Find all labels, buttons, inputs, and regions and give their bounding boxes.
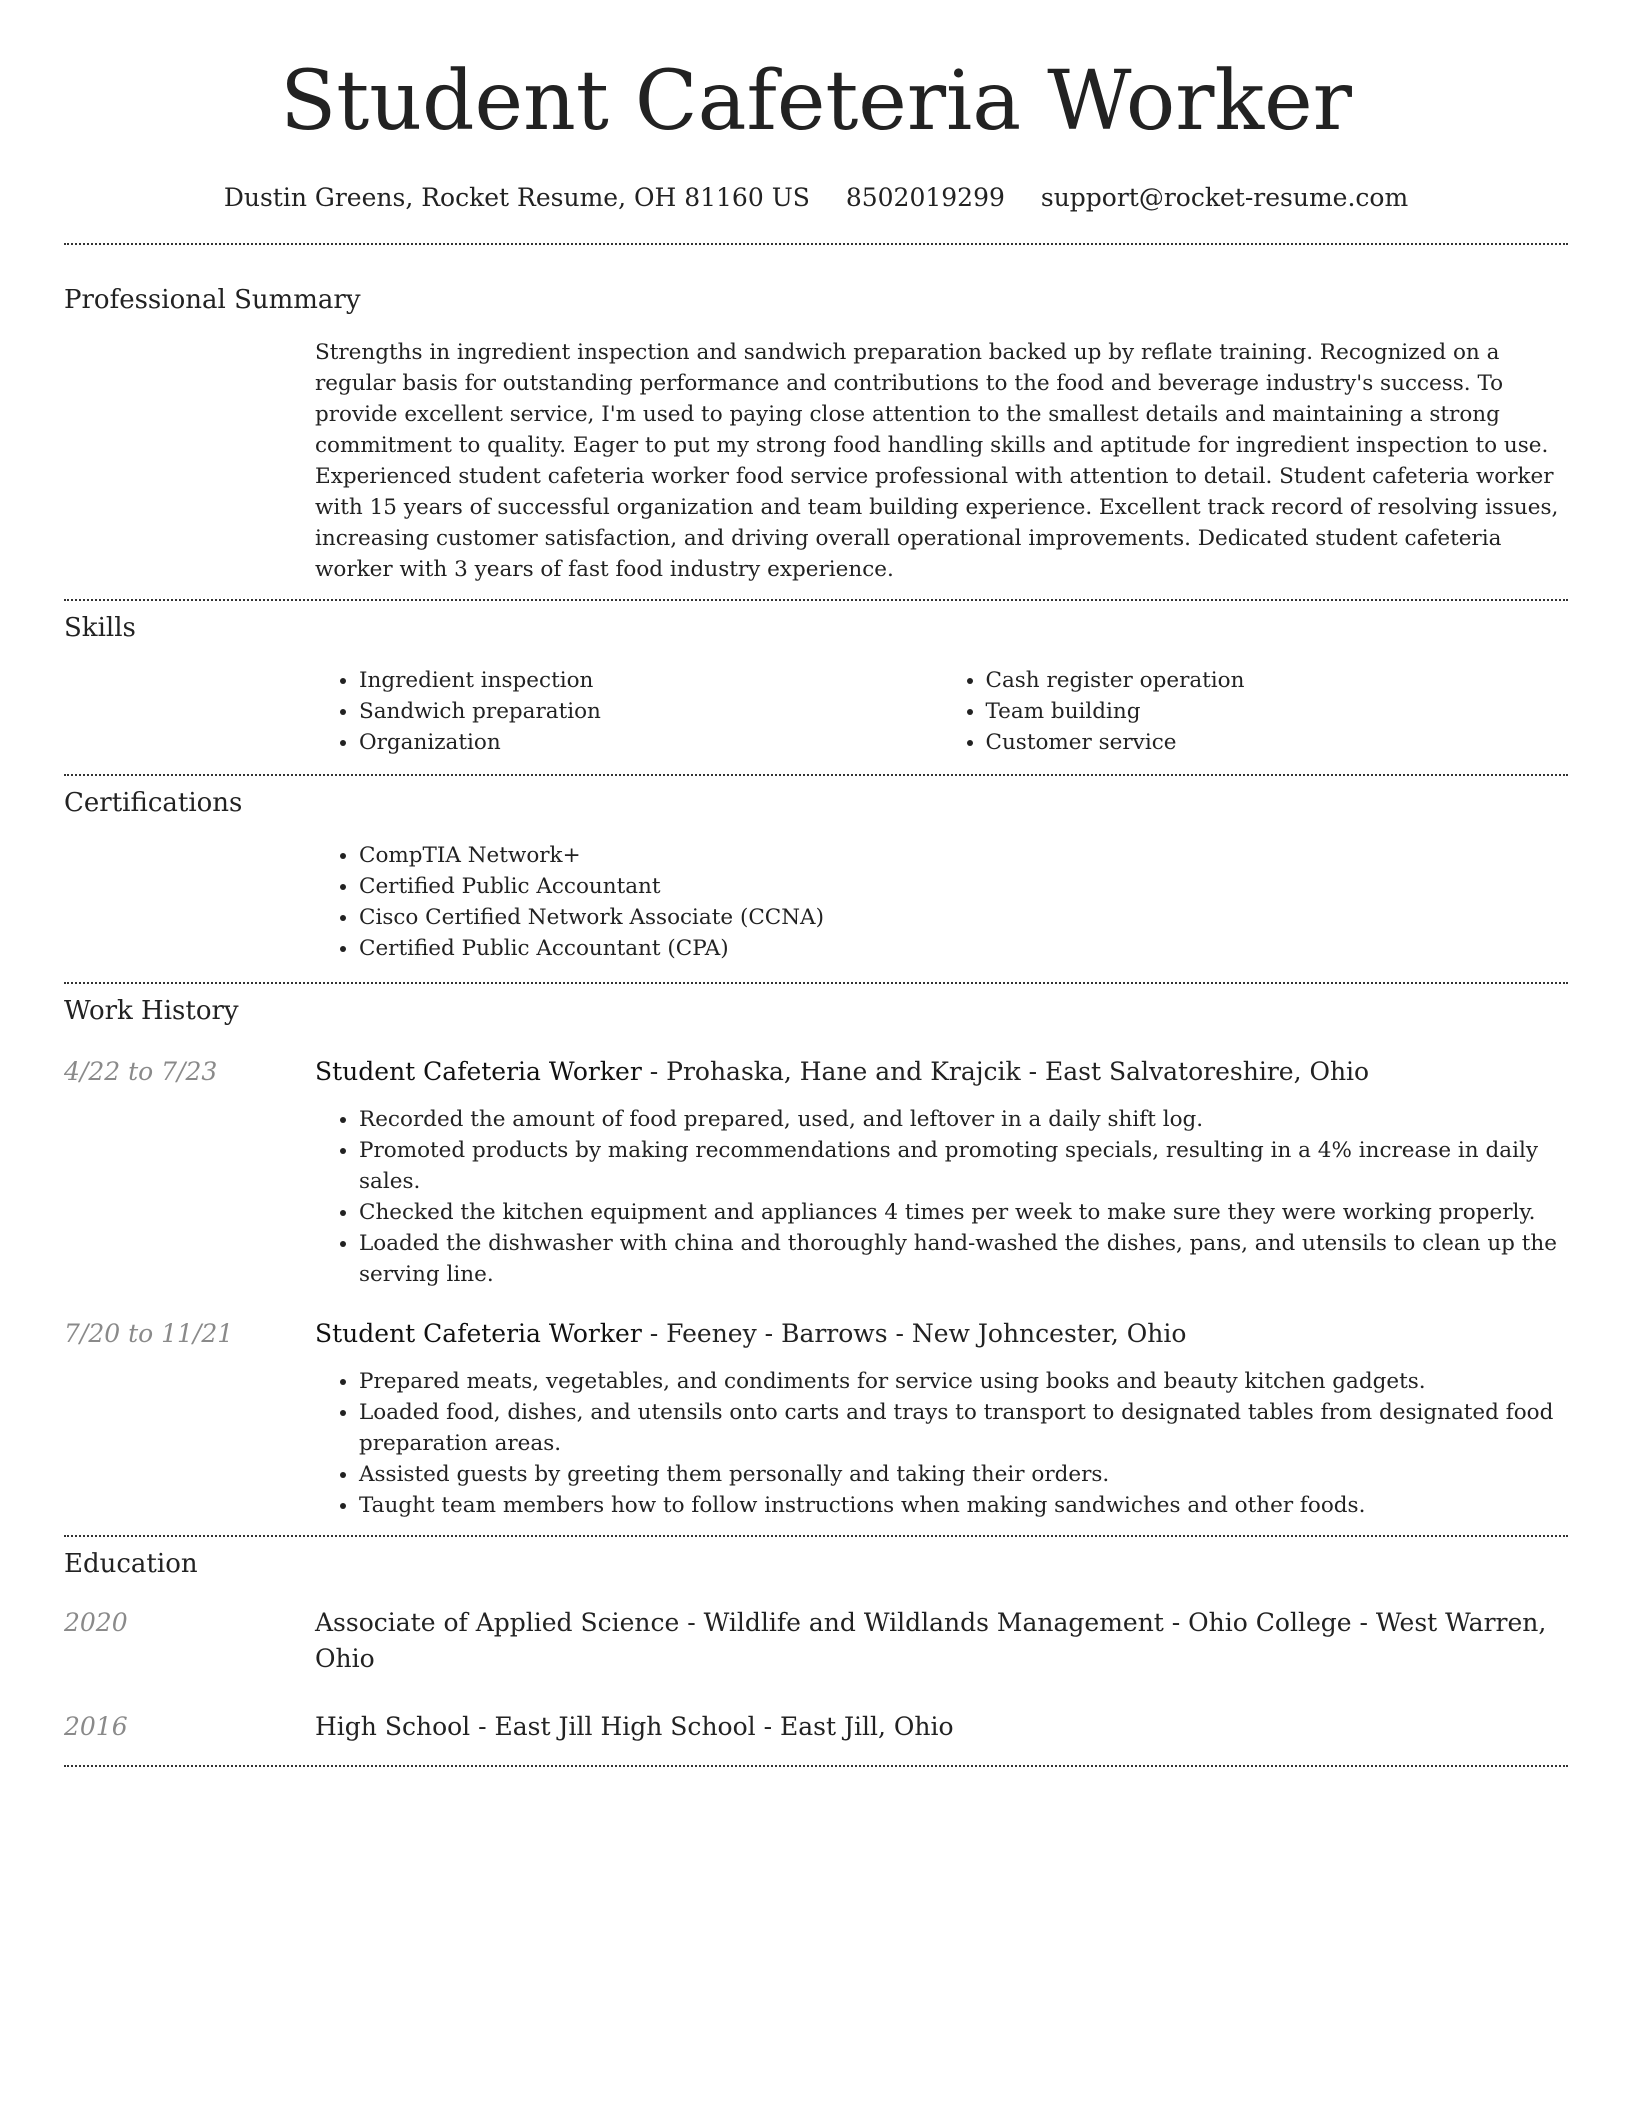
certifications-content xyxy=(315,840,1568,964)
job-bullet: • Assisted guests by greeting them personally and taking their orders. xyxy=(359,1459,1568,1490)
job-bullet: • Recorded the amount of food prepared, used, and leftover in a daily shift log. xyxy=(359,1104,1568,1135)
job-bullet: • Checked the kitchen equipment and appliances 4 times per week to make sure they were working properly. xyxy=(359,1197,1568,1228)
contact-address: Dustin Greens, Rocket Resume, OH 81160 US xyxy=(223,183,810,212)
work-section xyxy=(64,984,1568,1521)
job-bullet: • Prepared meats, vegetables, and condiments for service using books and beauty kitchen gadgets. xyxy=(359,1366,1568,1397)
job-role: Student Cafeteria Worker xyxy=(315,1057,642,1086)
job-entry xyxy=(64,1316,1568,1521)
job-role: Student Cafeteria Worker xyxy=(315,1319,642,1348)
contact-line xyxy=(64,180,1568,216)
education-title: Education xyxy=(64,1549,198,1579)
job-employer: - Prohaska, Hane and Krajcik - East Salvatoreshire, Ohio xyxy=(641,1057,1370,1086)
work-title: Work History xyxy=(64,996,239,1026)
education-section xyxy=(64,1537,1568,1745)
job-bullets xyxy=(315,1104,1568,1290)
education-line xyxy=(64,1605,1568,1677)
job-bullets xyxy=(315,1366,1568,1521)
divider xyxy=(64,1765,1568,1767)
education-entry xyxy=(64,1605,1568,1677)
skill-item: • Organization xyxy=(359,727,942,758)
summary-content xyxy=(315,337,1568,585)
job-dates: 7/20 to 11/21 xyxy=(64,1319,234,1348)
certifications-list xyxy=(315,840,1568,964)
job-bullet: • Taught team members how to follow instructions when making sandwiches and other foods. xyxy=(359,1490,1568,1521)
job-bullet: • Loaded the dishwasher with china and thoroughly hand-washed the dishes, pans, and utensils to clean up the serving line. xyxy=(359,1228,1568,1290)
summary-title: Professional Summary xyxy=(64,285,361,315)
skill-item: • Team building xyxy=(986,696,1569,727)
summary-text: Strengths in ingredient inspection and sandwich preparation backed up by reflate training. Recognized on a regular basis for outstanding performance and contributions to the food and beverage industry's success. To provide excellent service, I'm used to paying close attention to the smallest details and maintaining a strong commitment to quality. Eager to put my strong food handling skills and aptitude for ingredient inspection to use. Experienced student cafeteria worker food service professional with attention to detail. Student cafeteria worker with 15 years of successful organization and team building experience. Excellent track record of resolving issues, increasing customer satisfaction, and driving overall operational improvements. Dedicated student cafeteria worker with 3 years of fast food industry experience. xyxy=(315,340,1559,582)
skills-title: Skills xyxy=(64,613,136,643)
job-title-line xyxy=(315,1054,1568,1090)
skill-item: • Ingredient inspection xyxy=(359,665,942,696)
skills-list xyxy=(315,665,1568,758)
education-year: 2016 xyxy=(64,1712,128,1741)
skill-item: • Customer service xyxy=(986,727,1569,758)
certification-item: • Certified Public Accountant xyxy=(359,871,1568,902)
skills-section xyxy=(64,601,1568,758)
job-title-line xyxy=(315,1316,1568,1352)
skills-left-list xyxy=(315,665,942,758)
job-employer: - Feeney - Barrows - New Johncester, Ohio xyxy=(641,1319,1187,1348)
resume-name: Student Cafeteria Worker xyxy=(280,54,1352,149)
certifications-section xyxy=(64,776,1568,964)
education-school: - East Jill High School - East Jill, Ohio xyxy=(470,1712,954,1741)
education-year: 2020 xyxy=(64,1608,128,1637)
certification-item: • Cisco Certified Network Associate (CCNA) xyxy=(359,902,1568,933)
job-bullet: • Loaded food, dishes, and utensils onto carts and trays to transport to designated tables from designated food preparation areas. xyxy=(359,1397,1568,1459)
job-dates: 4/22 to 7/23 xyxy=(64,1057,218,1086)
job-entry xyxy=(64,1054,1568,1290)
education-degree: Associate of Applied Science - Wildlife and Wildlands Management xyxy=(315,1608,1164,1637)
education-degree: High School xyxy=(315,1712,471,1741)
summary-section xyxy=(64,245,1568,585)
education-school: - Ohio College - West Warren, Ohio xyxy=(315,1608,1547,1673)
contact-phone: 8502019299 xyxy=(845,183,1005,212)
contact-email: support@rocket-resume.com xyxy=(1040,183,1409,212)
education-entry xyxy=(64,1709,1568,1745)
skills-right-list xyxy=(942,665,1569,758)
education-line xyxy=(64,1709,1568,1745)
skill-item: • Cash register operation xyxy=(986,665,1569,696)
skill-item: • Sandwich preparation xyxy=(359,696,942,727)
certifications-title: Certifications xyxy=(64,788,243,818)
certification-item: • CompTIA Network+ xyxy=(359,840,1568,871)
certification-item: • Certified Public Accountant (CPA) xyxy=(359,933,1568,964)
job-bullet: • Promoted products by making recommendations and promoting specials, resulting in a 4% increase in daily sales. xyxy=(359,1135,1568,1197)
